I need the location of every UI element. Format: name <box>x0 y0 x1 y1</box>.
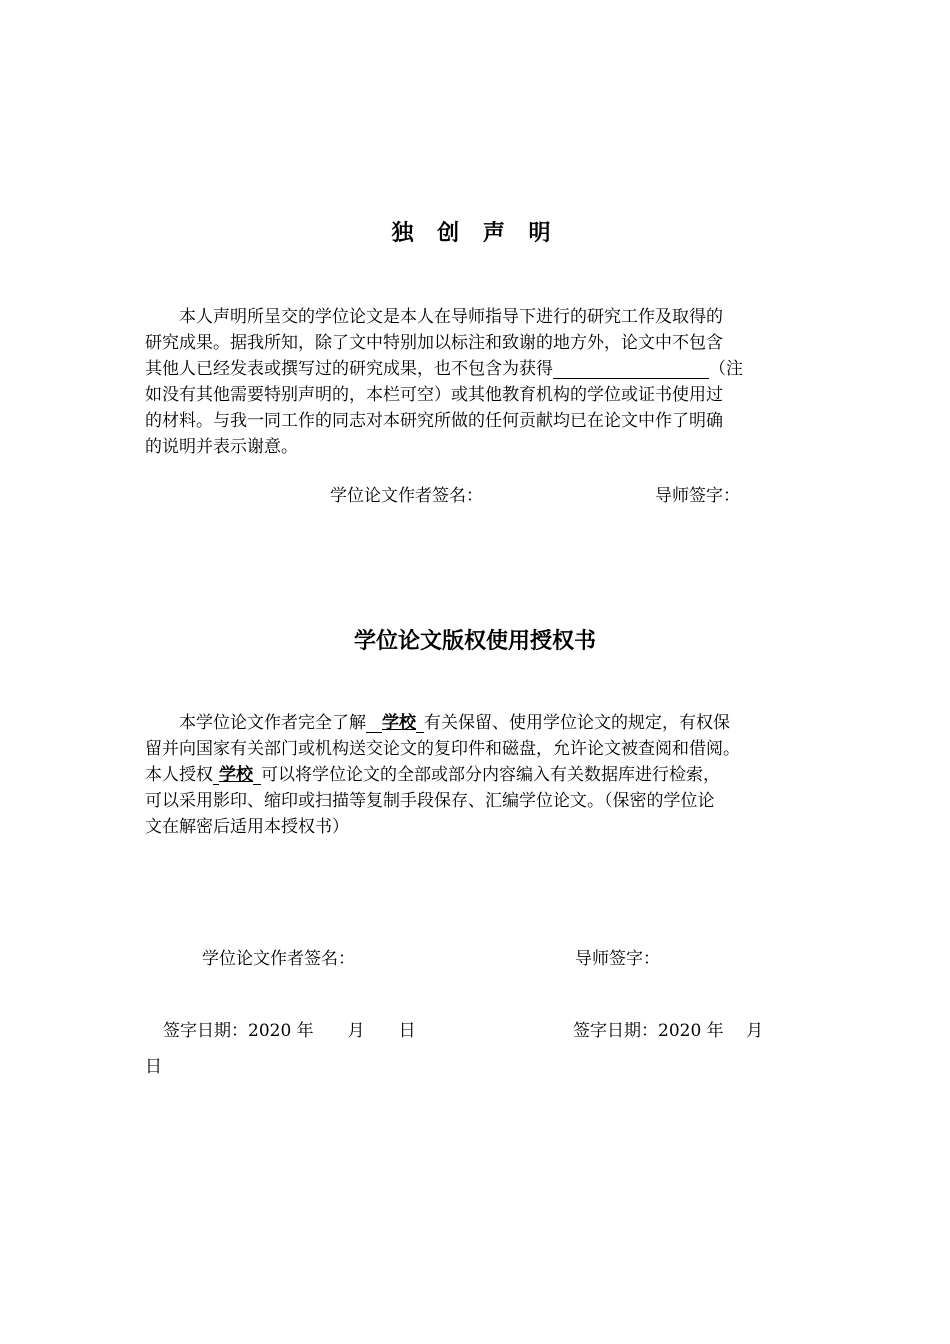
declaration-line-4: 如没有其他需要特别声明的，本栏可空）或其他教育机构的学位或证书使用过 <box>145 385 723 405</box>
authorization-line-4: 可以采用影印、缩印或扫描等复制手段保存、汇编学位论文。（保密的学位论 <box>145 791 715 811</box>
declaration-line-3: 其他人已经发表或撰写过的研究成果，也不包含为获得 <box>145 359 553 379</box>
authorization-title: 学位论文版权使用授权书 <box>353 629 596 654</box>
school-name-2: 学校 <box>219 765 253 785</box>
authorization-line-5: 文在解密后适用本授权书） <box>145 817 349 837</box>
authorization-line-1-end: 有关保留、使用学位论文的规定，有权保 <box>424 713 730 733</box>
authorization-line-2: 留并向国家有关部门或机构送交论文的复印件和磁盘，允许论文被查阅和借阅。 <box>145 739 740 759</box>
authorization-author-signature-label: 学位论文作者签名： <box>202 949 355 969</box>
authorization-line-1-start: 本学位论文作者完全了解 <box>179 713 366 733</box>
advisor-signing-date: 签字日期：2020 年 月 <box>573 1021 764 1041</box>
declaration-line-2: 研究成果。据我所知，除了文中特别加以标注和致谢的地方外，论文中不包含 <box>145 333 723 353</box>
authorization-advisor-signature-label: 导师签字： <box>575 949 660 969</box>
declaration-paragraph <box>145 304 807 460</box>
advisor-signing-date-day: 日 <box>145 1057 162 1077</box>
school-name-1: 学校 <box>382 713 416 733</box>
declaration-line-5: 的材料。与我一同工作的同志对本研究所做的任何贡献均已在论文中作了明确 <box>145 411 723 431</box>
authorization-paragraph <box>145 710 825 840</box>
declaration-author-signature-label: 学位论文作者签名： <box>330 486 483 506</box>
authorization-line-3-end: 可以将学位论文的全部或部分内容编入有关数据库进行检索， <box>261 765 720 785</box>
declaration-line-1: 本人声明所呈交的学位论文是本人在导师指导下进行的研究工作及取得的 <box>179 307 723 327</box>
declaration-line-3-note: （注 <box>709 359 743 379</box>
authorization-line-3-start: 本人授权 <box>145 765 213 785</box>
declaration-advisor-signature-label: 导师签字： <box>655 486 740 506</box>
blank-underline <box>553 360 709 379</box>
declaration-line-6: 的说明并表示谢意。 <box>145 437 298 457</box>
author-signing-date: 签字日期：2020 年 月 日 <box>163 1021 416 1041</box>
declaration-title: 独 创 声 明 <box>391 221 559 246</box>
